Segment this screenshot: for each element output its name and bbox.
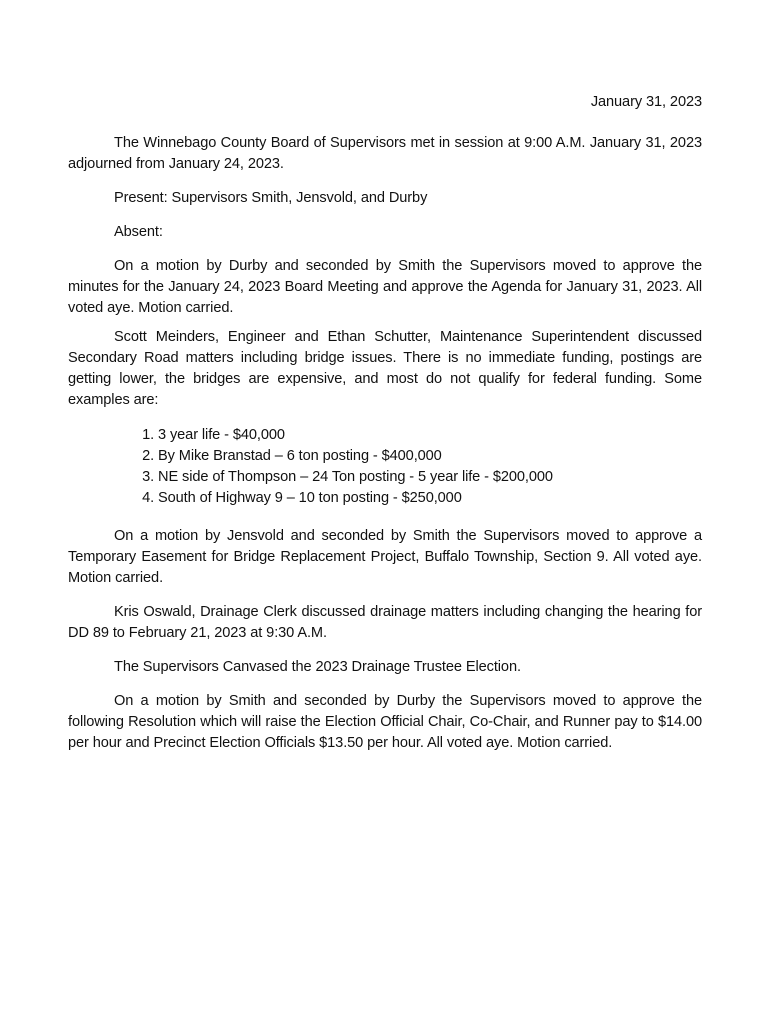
minutes-motion-paragraph: On a motion by Durby and seconded by Smith the Supervisors moved to approve the minutes for the January 24, 2023 Board Meeting and approve the Agenda for January 31, 2023. All voted aye. Motion carried. [68,258,702,316]
easement-motion-paragraph: On a motion by Jensvold and seconded by Smith the Supervisors moved to approve a Temporary Easement for Bridge Replacement Project, Buffalo Township, Section 9. All voted aye. Motion carried. [68,528,702,586]
canvass-paragraph: The Supervisors Canvased the 2023 Drainage Trustee Election. [114,659,521,675]
list-item: 2. By Mike Branstad – 6 ton posting - $400,000 [158,446,702,467]
bridge-examples-list [68,425,702,509]
resolution-motion-paragraph: On a motion by Smith and seconded by Durby the Supervisors moved to approve the following Resolution which will raise the Election Official Chair, Co-Chair, and Runner pay to $14.00 per hour and Precinct Election Officials $13.50 per hour. All voted aye. Motion carried. [68,693,702,751]
secondary-road-paragraph: Scott Meinders, Engineer and Ethan Schutter, Maintenance Superintendent discussed Secondary Road matters including bridge issues. There is no immediate funding, postings are getting lower, the bridges are expensive, and most do not qualify for federal funding. Some examples are: [68,329,702,408]
session-paragraph: The Winnebago County Board of Supervisors met in session at 9:00 A.M. January 31, 2023 adjourned from January 24, 2023. [68,135,702,172]
meeting-date: January 31, 2023 [590,94,702,110]
drainage-paragraph: Kris Oswald, Drainage Clerk discussed drainage matters including changing the hearing for DD 89 to February 21, 2023 at 9:30 A.M. [68,604,702,641]
list-item: 3. NE side of Thompson – 24 Ton posting - 5 year life - $200,000 [158,467,702,488]
document-page [68,0,702,754]
present-paragraph: Present: Supervisors Smith, Jensvold, and Durby [114,190,428,206]
list-item: 4. South of Highway 9 – 10 ton posting - $250,000 [158,488,702,509]
list-item: 1. 3 year life - $40,000 [158,425,702,446]
absent-paragraph: Absent: [114,224,163,240]
